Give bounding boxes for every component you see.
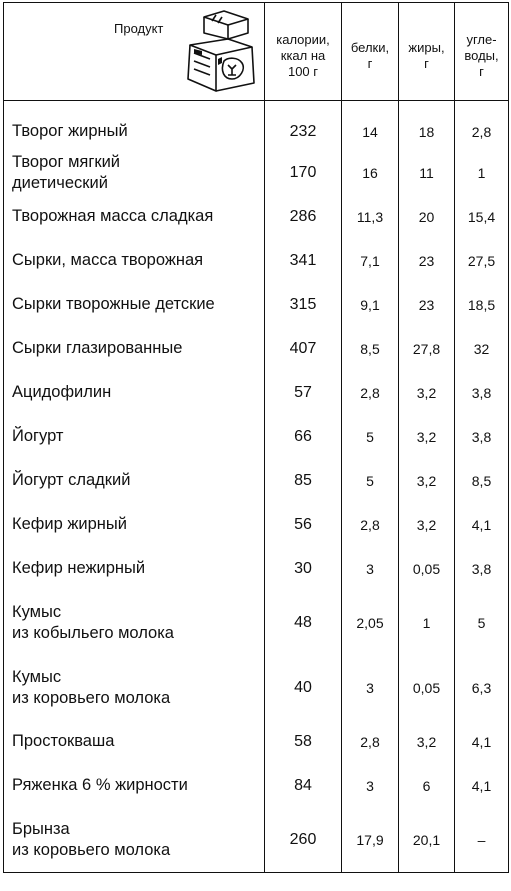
product-name: Ряженка 6 % жирности (12, 776, 188, 794)
product-name: Сырки глазированные (12, 339, 183, 357)
product-name: Творог мягкий (12, 152, 121, 171)
carbs-cell: 4,1 (455, 503, 509, 547)
table-row (4, 503, 509, 547)
fat-cell: 11 (399, 151, 455, 195)
product-name-cell (4, 415, 265, 459)
header-fat-line-1: жиры, (408, 39, 445, 55)
header-product: Продукт (114, 21, 164, 36)
fat-cell: 1 (399, 591, 455, 656)
product-name: Творожная масса сладкая (12, 207, 214, 225)
product-name-cell (4, 283, 265, 327)
product-name: Ацидофилин (12, 383, 112, 401)
carbs-cell: 18,5 (455, 283, 509, 327)
header-carbs-line-3: г (479, 63, 484, 79)
protein-cell: 9,1 (342, 283, 399, 327)
calories-cell: 286 (265, 195, 342, 239)
product-name-cell (4, 371, 265, 415)
header-calories-cell (265, 3, 342, 101)
product-name: диетический (12, 173, 108, 192)
protein-cell: 2,8 (342, 503, 399, 547)
carbs-cell: 4,1 (455, 764, 509, 808)
fat-cell: 3,2 (399, 720, 455, 764)
product-name-cell (4, 656, 265, 720)
product-name: Кефир жирный (12, 515, 127, 533)
protein-cell: 3 (342, 656, 399, 720)
fat-cell: 3,2 (399, 503, 455, 547)
header-calories-line-2: ккал на (280, 47, 326, 63)
table-row (4, 547, 509, 591)
table-row (4, 808, 509, 873)
protein-cell: 5 (342, 415, 399, 459)
header-protein-line-1: белки, (350, 39, 390, 55)
product-name-cell (4, 808, 265, 873)
header-carbs-cell (455, 3, 509, 101)
calories-cell: 260 (265, 808, 342, 873)
carbs-cell: 5 (455, 591, 509, 656)
product-name: из коровьего молока (12, 840, 171, 859)
calories-cell: 30 (265, 547, 342, 591)
carbs-cell: 3,8 (455, 415, 509, 459)
header-fat-line-2: г (424, 55, 429, 71)
product-name-cell (4, 101, 265, 151)
table-row (4, 195, 509, 239)
product-name-cell (4, 327, 265, 371)
product-name: Простокваша (12, 732, 115, 750)
fat-cell: 3,2 (399, 459, 455, 503)
header-carbs-line-1: угле- (466, 31, 497, 47)
calories-cell: 315 (265, 283, 342, 327)
calories-cell: 48 (265, 591, 342, 656)
table-row (4, 656, 509, 720)
table-row (4, 101, 509, 151)
table-row (4, 151, 509, 195)
fat-cell: 18 (399, 101, 455, 151)
header-protein-line-2: г (367, 55, 373, 71)
table-body (4, 101, 509, 873)
product-name-cell (4, 764, 265, 808)
product-name: Кефир нежирный (12, 559, 146, 577)
header-calories-line-1: калории, (276, 31, 330, 47)
carbs-cell: 8,5 (455, 459, 509, 503)
table-row (4, 459, 509, 503)
fat-cell: 3,2 (399, 371, 455, 415)
header-protein-cell (342, 3, 399, 101)
product-name-cell (4, 239, 265, 283)
calories-cell: 407 (265, 327, 342, 371)
calories-cell: 170 (265, 151, 342, 195)
calories-cell: 56 (265, 503, 342, 547)
fat-cell: 0,05 (399, 656, 455, 720)
calories-cell: 58 (265, 720, 342, 764)
protein-cell: 8,5 (342, 327, 399, 371)
protein-cell: 11,3 (342, 195, 399, 239)
protein-cell: 14 (342, 101, 399, 151)
product-name-cell (4, 591, 265, 656)
header-calories-line-3: 100 г (287, 63, 319, 79)
product-name: из кобыльего молока (12, 624, 174, 642)
product-name-cell (4, 503, 265, 547)
carbs-cell: 27,5 (455, 239, 509, 283)
product-name: Кумыс (12, 603, 62, 621)
protein-cell: 3 (342, 764, 399, 808)
product-name-cell (4, 459, 265, 503)
fat-cell: 23 (399, 283, 455, 327)
fat-cell: 23 (399, 239, 455, 283)
table-row (4, 591, 509, 656)
table-row (4, 720, 509, 764)
carbs-cell: 1 (455, 151, 509, 195)
table-row (4, 283, 509, 327)
protein-cell: 2,8 (342, 371, 399, 415)
calories-cell: 232 (265, 101, 342, 151)
header-product-cell (4, 3, 265, 101)
carbs-cell: 15,4 (455, 195, 509, 239)
carbs-cell: 32 (455, 327, 509, 371)
carbs-cell: 6,3 (455, 656, 509, 720)
milk-carton-icon (182, 9, 262, 93)
carbs-cell: 3,8 (455, 371, 509, 415)
nutrition-table (3, 2, 509, 873)
table-header-row (4, 3, 509, 101)
product-name: Сырки творожные детские (12, 295, 215, 313)
carbs-cell: 4,1 (455, 720, 509, 764)
calories-cell: 341 (265, 239, 342, 283)
product-name: Брынза (12, 819, 70, 838)
calories-cell: 57 (265, 371, 342, 415)
table-row (4, 371, 509, 415)
protein-cell: 2,05 (342, 591, 399, 656)
carbs-cell: 2,8 (455, 101, 509, 151)
table-row (4, 764, 509, 808)
product-name: Йогурт сладкий (12, 471, 131, 489)
product-name: Кумыс (12, 667, 62, 686)
carbs-cell: 3,8 (455, 547, 509, 591)
calories-cell: 40 (265, 656, 342, 720)
table-row (4, 415, 509, 459)
header-carbs-line-2: воды, (464, 47, 499, 63)
protein-cell: 3 (342, 547, 399, 591)
protein-cell: 16 (342, 151, 399, 195)
calories-cell: 85 (265, 459, 342, 503)
protein-cell: 5 (342, 459, 399, 503)
protein-cell: 17,9 (342, 808, 399, 873)
product-name-cell (4, 195, 265, 239)
product-name: из коровьего молока (12, 688, 171, 707)
fat-cell: 6 (399, 764, 455, 808)
carbs-cell: – (455, 808, 509, 873)
header-fat-cell (399, 3, 455, 101)
calories-cell: 66 (265, 415, 342, 459)
product-name-cell (4, 151, 265, 195)
product-name: Йогурт (12, 427, 64, 445)
product-name-cell (4, 547, 265, 591)
table-row (4, 239, 509, 283)
calories-cell: 84 (265, 764, 342, 808)
fat-cell: 20 (399, 195, 455, 239)
product-name: Творог жирный (12, 122, 128, 141)
table-row (4, 327, 509, 371)
fat-cell: 3,2 (399, 415, 455, 459)
product-name-cell (4, 720, 265, 764)
fat-cell: 0,05 (399, 547, 455, 591)
protein-cell: 7,1 (342, 239, 399, 283)
fat-cell: 20,1 (399, 808, 455, 873)
product-name: Сырки, масса творожная (12, 251, 204, 269)
protein-cell: 2,8 (342, 720, 399, 764)
fat-cell: 27,8 (399, 327, 455, 371)
